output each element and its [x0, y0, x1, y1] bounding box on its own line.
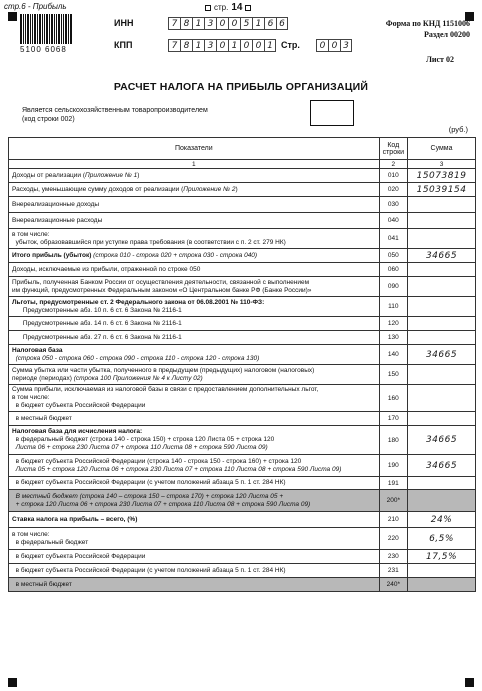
inn-digit: 5 — [240, 17, 252, 30]
page-label: стр. — [214, 3, 229, 12]
row-sum-field[interactable]: 34665 — [408, 249, 476, 263]
square-marker — [245, 5, 251, 11]
barcode-bar — [37, 14, 38, 44]
row-label: Предусмотренные абз. 14 п. 6 ст. 6 Закона № 2116-1 — [9, 317, 380, 331]
page-title: РАСЧЕТ НАЛОГА НА ПРИБЫЛЬ ОРГАНИЗАЦИЙ — [113, 81, 369, 93]
kpp-digit: 1 — [264, 39, 276, 52]
kpp-digit: 0 — [252, 39, 264, 52]
table-row — [9, 297, 476, 317]
row-sum-field[interactable] — [408, 331, 476, 345]
row-sum-field[interactable] — [408, 477, 476, 490]
barcode-bar — [39, 14, 41, 44]
row-code: 090 — [379, 277, 407, 297]
table-row — [9, 426, 476, 455]
barcode-number: 5100 6068 — [20, 45, 67, 54]
row-label: в местный бюджет — [9, 412, 380, 426]
table-row — [9, 528, 476, 550]
row-code: 160 — [379, 385, 407, 412]
row-sum-field[interactable] — [408, 412, 476, 426]
barcode-bar — [23, 14, 24, 44]
column-header-code: Код строки — [379, 138, 407, 160]
row-code: 140 — [379, 345, 407, 365]
row-label: в бюджет субъекта Российской Федерации (строка 140 - строка 150 - строка 160) + строка 120 Листа 05 + строка 120 Листа 06 + строка 230 Листа 07 + строка 110 Листа 08 + строка 590 Листа 09) — [9, 455, 380, 477]
square-marker — [205, 5, 211, 11]
currency-note: (руб.) — [448, 125, 468, 134]
barcode-bar — [32, 14, 33, 44]
inn-digit: 6 — [264, 17, 276, 30]
row-label: Прибыль, полученная Банком России от осуществления деятельности, связанной с выполнением им функций, предусмотренных Федеральным законом «О Центральном банке РФ (Банке России)» — [9, 277, 380, 297]
row-label: в том числе: в федеральный бюджет — [9, 528, 380, 550]
inn-digit: 6 — [276, 17, 288, 30]
row-sum-field[interactable]: 34665 — [408, 345, 476, 365]
row-code: 041 — [379, 229, 407, 249]
row-label: Доходы, исключаемые из прибыли, отраженной по строке 050 — [9, 263, 380, 277]
row-sum-field[interactable] — [408, 297, 476, 317]
str-field[interactable] — [316, 39, 352, 52]
row-code: 060 — [379, 263, 407, 277]
row-label: Предусмотренные абз. 27 п. 6 ст. 6 Закона № 2116-1 — [9, 331, 380, 345]
str-label: Стр. — [281, 40, 300, 50]
row-sum-field[interactable]: 34665 — [408, 426, 476, 455]
row-sum-field[interactable]: 17,5% — [408, 550, 476, 564]
barcode — [20, 14, 72, 44]
barcode-bar — [25, 14, 27, 44]
row-sum-field[interactable] — [408, 564, 476, 578]
inn-label: ИНН — [114, 18, 134, 28]
table-row — [9, 263, 476, 277]
row-code: 040 — [379, 213, 407, 229]
row-code: 110 — [379, 297, 407, 317]
row-code: 030 — [379, 197, 407, 213]
kpp-digit: 0 — [240, 39, 252, 52]
str-digit: 0 — [328, 39, 340, 52]
kpp-label: КПП — [114, 40, 133, 50]
row-sum-field[interactable] — [408, 213, 476, 229]
table-row — [9, 564, 476, 578]
row-sum-field[interactable] — [408, 197, 476, 213]
row-label: Итого прибыль (убыток) (строка 010 - строка 020 + строка 030 - строка 040) — [9, 249, 380, 263]
row-sum-field[interactable] — [408, 277, 476, 297]
row-code: 010 — [379, 169, 407, 183]
agri-question — [22, 106, 208, 124]
row-label: Доходы от реализации (Приложение № 1) — [9, 169, 380, 183]
sheet-label: Лист 02 — [425, 55, 454, 64]
kpp-field[interactable] — [168, 39, 276, 52]
column-number: 1 — [9, 160, 380, 169]
table-row — [9, 455, 476, 477]
row-label: Расходы, уменьшающие сумму доходов от реализации (Приложение № 2) — [9, 183, 380, 197]
page-number — [205, 2, 251, 13]
page-number-value: 14 — [231, 2, 243, 13]
row-sum-field[interactable] — [408, 490, 476, 512]
column-header-sum: Сумма — [408, 138, 476, 160]
table-row — [9, 331, 476, 345]
table-row — [9, 197, 476, 213]
column-header-indicators: Показатели — [9, 138, 380, 160]
row-label: Сумма прибыли, исключаемая из налоговой базы в связи с предоставлением дополнительных льгот, в том числе: в бюджет субъекта Российской Федерации — [9, 385, 380, 412]
table-row — [9, 385, 476, 412]
table-row — [9, 365, 476, 385]
table-row — [9, 578, 476, 592]
barcode-bar — [49, 14, 50, 44]
table-row — [9, 477, 476, 490]
barcode-bar — [63, 14, 65, 44]
row-label: Внереализационные доходы — [9, 197, 380, 213]
form-header — [386, 18, 470, 40]
barcode-bar — [27, 14, 29, 44]
row-code: 180 — [379, 426, 407, 455]
row-code: 220 — [379, 528, 407, 550]
row-code: 170 — [379, 412, 407, 426]
table-row — [9, 229, 476, 249]
row-sum-field[interactable] — [408, 385, 476, 412]
row-label: Налоговая база (строка 050 - строка 060 - строка 090 - строка 110 - строка 120 - строка 130) — [9, 345, 380, 365]
row-code: 120 — [379, 317, 407, 331]
column-number: 2 — [379, 160, 407, 169]
barcode-bar — [20, 14, 22, 44]
table-row — [9, 490, 476, 512]
agri-code: (код строки 002) — [22, 116, 75, 123]
table-row — [9, 550, 476, 564]
row-label: Налоговая база для исчисления налога: в федеральный бюджет (строка 140 - строка 150) + строка 120 Листа 05 + строка 120 Листа 06 + строка 230 Листа 07 + строка 110 Листа 08 + строка 590 Листа 09) — [9, 426, 380, 455]
inn-digit: 1 — [192, 17, 204, 30]
corner-marker — [8, 678, 17, 687]
row-code: 231 — [379, 564, 407, 578]
form-section: Раздел 00200 — [423, 30, 470, 39]
table-row — [9, 512, 476, 528]
row-sum-field[interactable]: 15073819 — [408, 169, 476, 183]
row-label: в бюджет субъекта Российской Федерации (с учетом положений абзаца 5 п. 1 ст. 284 НК) — [9, 477, 380, 490]
row-sum-field[interactable] — [408, 578, 476, 592]
barcode-bar — [42, 14, 43, 44]
str-digit: 0 — [316, 39, 328, 52]
barcode-bar — [56, 14, 57, 44]
table-row — [9, 183, 476, 197]
table-row — [9, 412, 476, 426]
row-sum-field[interactable]: 24% — [408, 512, 476, 528]
inn-digit: 3 — [204, 17, 216, 30]
row-sum-field[interactable] — [408, 263, 476, 277]
row-label: В местный бюджет (строка 140 – строка 150 – строка 170) + строка 120 Листа 05 + + строка 120 Листа 06 + строка 230 Листа 07 + строка 110 Листа 08 + строка 590 Листа 09) — [9, 490, 380, 512]
row-label: в бюджет субъекта Российской Федерации — [9, 550, 380, 564]
form-code: Форма по КНД 1151006 — [385, 19, 470, 28]
barcode-bar — [65, 14, 67, 44]
row-code: 210 — [379, 512, 407, 528]
barcode-bar — [70, 14, 72, 44]
row-label: Ставка налога на прибыль – всего, (%) — [9, 512, 380, 528]
str-digit: 3 — [340, 39, 352, 52]
barcode-bar — [51, 14, 53, 44]
row-code: 200* — [379, 490, 407, 512]
row-sum-field[interactable] — [408, 317, 476, 331]
column-number: 3 — [408, 160, 476, 169]
barcode-bar — [61, 14, 62, 44]
row-label: в том числе: убыток, образовавшийся при уступке права требования (в соответствии с п. 2 ст. 279 НК) — [9, 229, 380, 249]
table-row — [9, 317, 476, 331]
inn-digit: 7 — [168, 17, 180, 30]
row-label: Внереализационные расходы — [9, 213, 380, 229]
row-code: 230 — [379, 550, 407, 564]
tax-table — [8, 137, 476, 592]
row-code: 191 — [379, 477, 407, 490]
row-label: в местный бюджет — [9, 578, 380, 592]
table-row — [9, 169, 476, 183]
barcode-bar — [54, 14, 55, 44]
corner-marker — [8, 12, 17, 21]
barcode-bar — [58, 14, 60, 44]
barcode-bar — [30, 14, 31, 44]
kpp-digit: 8 — [180, 39, 192, 52]
table-row — [9, 345, 476, 365]
barcode-bar — [68, 14, 69, 44]
kpp-digit: 1 — [228, 39, 240, 52]
inn-digit: 1 — [252, 17, 264, 30]
table-row — [9, 249, 476, 263]
kpp-digit: 0 — [216, 39, 228, 52]
inn-field[interactable] — [168, 17, 288, 30]
corner-marker — [465, 678, 474, 687]
row-sum-field[interactable] — [408, 229, 476, 249]
table-row — [9, 213, 476, 229]
row-code: 240* — [379, 578, 407, 592]
page-reference: стр.6 - Прибыль — [4, 2, 67, 11]
row-sum-field[interactable]: 6,5% — [408, 528, 476, 550]
row-label: Сумма убытка или части убытка, полученного в предыдущем (предыдущих) налоговом (налоговых) периоде (периодах) (строка 100 Приложения № 4 к Листу 02) — [9, 365, 380, 385]
barcode-bar — [34, 14, 36, 44]
barcode-bar — [46, 14, 48, 44]
row-sum-field[interactable]: 15039154 — [408, 183, 476, 197]
table-row — [9, 277, 476, 297]
row-sum-field[interactable] — [408, 365, 476, 385]
row-code: 050 — [379, 249, 407, 263]
row-code: 190 — [379, 455, 407, 477]
inn-digit: 0 — [228, 17, 240, 30]
agri-answer-box[interactable] — [310, 100, 354, 126]
row-code: 150 — [379, 365, 407, 385]
agri-label: Является сельскохозяйственным товаропроизводителем — [22, 107, 208, 114]
row-code: 130 — [379, 331, 407, 345]
inn-digit: 8 — [180, 17, 192, 30]
row-sum-field[interactable]: 34665 — [408, 455, 476, 477]
row-label: в бюджет субъекта Российской Федерации (с учетом положений абзаца 5 п. 1 ст. 284 НК) — [9, 564, 380, 578]
barcode-bar — [44, 14, 46, 44]
inn-digit: 0 — [216, 17, 228, 30]
kpp-digit: 7 — [168, 39, 180, 52]
kpp-digit: 1 — [192, 39, 204, 52]
row-code: 020 — [379, 183, 407, 197]
row-label: Льготы, предусмотренные ст. 2 Федерального закона от 06.08.2001 № 110-ФЗ: Предусмотренные абз. 10 п. 6 ст. 6 Закона № 2116-1 — [9, 297, 380, 317]
kpp-digit: 3 — [204, 39, 216, 52]
